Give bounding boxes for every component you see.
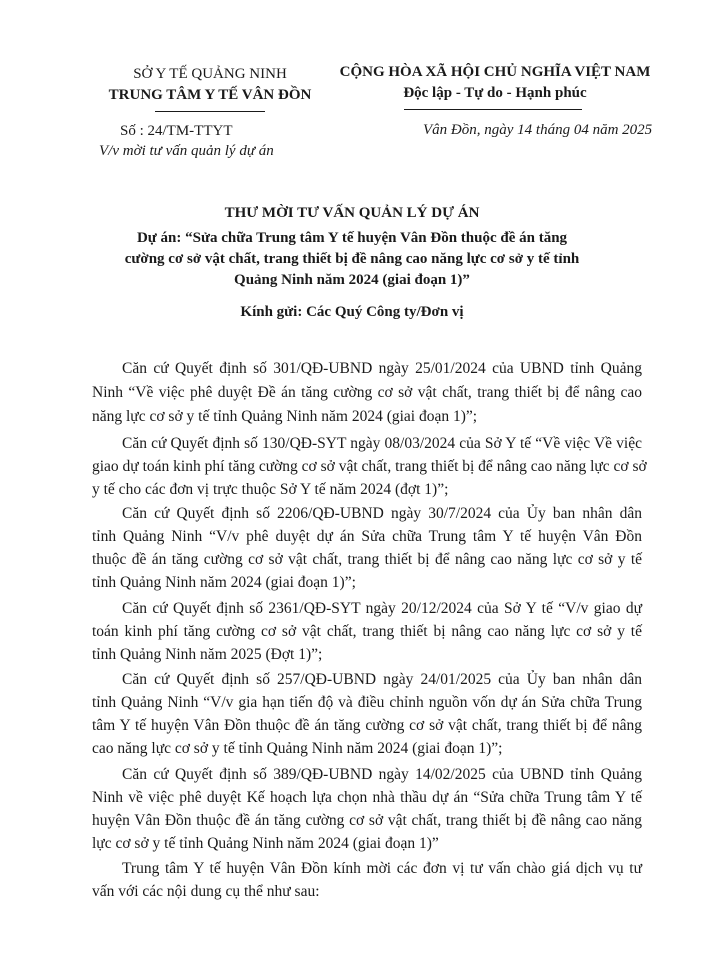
paragraph-line: vấn với các nội dung cụ thể như sau:: [92, 883, 320, 900]
paragraph-line: thuộc đề án tăng cường cơ sở vật chất, trang thiết bị để nâng cao năng lực cơ sở y tế: [92, 551, 642, 568]
paragraph-line: Căn cứ Quyết định số 2206/QĐ-UBND ngày 30/7/2024 của Ủy ban nhân dân: [122, 505, 642, 522]
paragraph-line: y tế cho các đơn vị trực thuộc Sở Y tế năm 2024 (đợt 1)”;: [92, 481, 449, 498]
paragraph-line: tỉnh Quảng Ninh năm 2025 (Đợt 1)”;: [92, 646, 323, 663]
paragraph-line: năng lực cơ sở y tế tỉnh Quảng Ninh năm 2024 (giai đoạn 1)”;: [92, 408, 478, 425]
paragraph-line: Căn cứ Quyết định số 301/QĐ-UBND ngày 25/01/2024 của UBND tỉnh Quảng: [122, 360, 642, 377]
paragraph-line: Trung tâm Y tế huyện Vân Đồn kính mời các đơn vị tư vấn chào giá dịch vụ tư: [122, 860, 642, 877]
paragraph-line: tỉnh Quảng Ninh “V/v gia hạn tiến độ và điều chỉnh nguồn vốn dự án Sửa chữa Trung: [92, 694, 642, 711]
department-name: SỞ Y TẾ QUẢNG NINH: [133, 66, 287, 82]
recipient-line: Kính gửi: Các Quý Công ty/Đơn vị: [240, 304, 464, 320]
nation-title: CỘNG HÒA XÃ HỘI CHỦ NGHĨA VIỆT NAM: [339, 64, 651, 80]
national-motto: Độc lập - Tự do - Hạnh phúc: [403, 85, 587, 101]
project-line-1: Dự án: “Sửa chữa Trung tâm Y tế huyện Vân Đồn thuộc đề án tăng: [136, 230, 568, 246]
paragraph-line: huyện Vân Đồn thuộc đề án tăng cường cơ sở vật chất, trang thiết bị đề nâng cao năng: [92, 812, 642, 829]
paragraph-line: tỉnh Quảng Ninh năm 2024 (giai đoạn 1)”;: [92, 574, 356, 591]
project-line-3: Quảng Ninh năm 2024 (giai đoạn 1)”: [234, 272, 470, 288]
paragraph-line: Căn cứ Quyết định số 130/QĐ-SYT ngày 08/03/2024 của Sở Y tế “Về việc Về việc: [122, 435, 642, 452]
paragraph-line: Ninh “Về việc phê duyệt Đề án tăng cường cơ sở vật chất, trang thiết bị để nâng cao: [92, 384, 642, 401]
document-subject: V/v mời tư vấn quản lý dự án: [99, 143, 274, 159]
paragraph-line: tâm Y tế huyện Vân Đồn thuộc đề án tăng cường cơ sở vật chất, trang thiết bị để nâng: [92, 717, 642, 734]
paragraph-line: tỉnh Quảng Ninh “V/v phê duyệt dự án Sửa chữa Trung tâm Y tế huyện Vân Đồn: [92, 528, 642, 545]
project-line-2: cường cơ sở vật chất, trang thiết bị đề nâng cao năng lực cơ sở y tế tỉnh: [124, 251, 580, 267]
paragraph-line: Căn cứ Quyết định số 2361/QĐ-SYT ngày 20/12/2024 của Sở Y tế “V/v giao dự: [122, 600, 642, 617]
paragraph-line: Căn cứ Quyết định số 389/QĐ-UBND ngày 14/02/2025 của UBND tỉnh Quảng: [122, 766, 642, 783]
letter-title: THƯ MỜI TƯ VẤN QUẢN LÝ DỰ ÁN: [224, 205, 480, 221]
right-header-underline: [404, 109, 582, 110]
paragraph-line: toán kinh phí tăng cường cơ sở vật chất, trang thiết bị nâng cao năng lực cơ sở y tế: [92, 623, 642, 640]
center-name: TRUNG TÂM Y TẾ VÂN ĐỒN: [108, 87, 312, 103]
place-date: Vân Đồn, ngày 14 tháng 04 năm 2025: [423, 122, 653, 138]
left-header-underline: [155, 111, 265, 112]
paragraph-line: cao năng lực cơ sở y tế tỉnh Quảng Ninh năm 2024 (giai đoạn 1)”;: [92, 740, 503, 757]
paragraph-line: lực cơ sở y tế tỉnh Quảng Ninh năm 2024 (giai đoạn 1)”: [92, 835, 439, 852]
paragraph-line: Ninh về việc phê duyệt Kế hoạch lựa chọn nhà thầu dự án “Sửa chữa Trung tâm Y tế: [92, 789, 642, 806]
paragraph-line: giao dự toán kinh phí tăng cường cơ sở vật chất, trang thiết bị để nâng cao năng lực cơ sở: [92, 458, 647, 475]
document-number: Số : 24/TM-TTYT: [120, 123, 233, 139]
paragraph-line: Căn cứ Quyết định số 257/QĐ-UBND ngày 24/01/2025 của Ủy ban nhân dân: [122, 671, 642, 688]
